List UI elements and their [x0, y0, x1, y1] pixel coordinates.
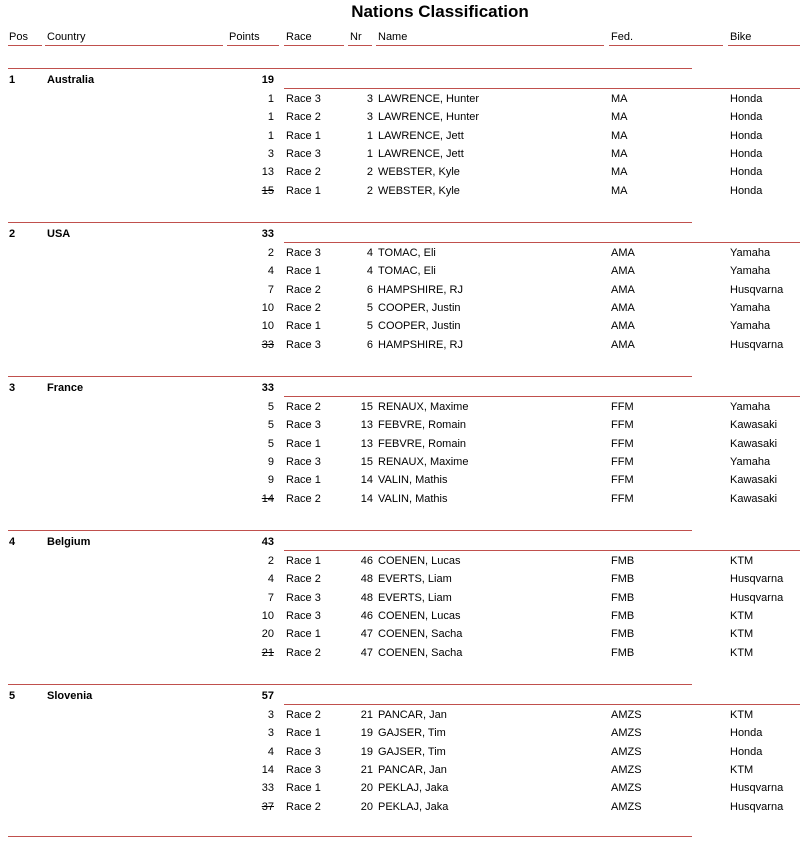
rider-points: 21	[261, 646, 274, 659]
federation: FMB	[611, 609, 635, 622]
race-cell: Race 2	[286, 283, 321, 296]
nation-country: Australia	[47, 74, 95, 86]
rider-points: 4	[267, 573, 274, 586]
rider-number: 13	[360, 437, 373, 450]
nation-points: 57	[261, 690, 274, 702]
header-underline	[8, 45, 42, 46]
race-cell: Race 1	[286, 474, 321, 487]
rider-name: LAWRENCE, Jett	[378, 147, 464, 160]
rider-number: 6	[366, 338, 373, 351]
header-name: Name	[378, 31, 408, 43]
rider-points: 33	[261, 338, 274, 351]
rider-name: PEKLAJ, Jaka	[378, 800, 449, 813]
nation-pos: 1	[9, 74, 16, 86]
rider-name: COENEN, Lucas	[378, 555, 461, 567]
race-cell: Race 2	[286, 573, 321, 586]
rider-points: 13	[261, 166, 274, 179]
federation: FFM	[611, 492, 634, 505]
header-points: Points	[229, 31, 260, 43]
race-cell: Race 1	[286, 265, 321, 278]
rider-number: 13	[360, 419, 373, 432]
rider-points: 3	[267, 147, 274, 160]
federation: AMA	[611, 301, 635, 314]
race-cell: Race 2	[286, 709, 321, 721]
rider-points: 9	[267, 455, 274, 468]
rider-points: 1	[267, 111, 274, 124]
race-cell: Race 2	[286, 401, 321, 413]
federation: AMZS	[611, 745, 642, 758]
rider-number: 47	[360, 646, 373, 659]
bike-brand: Yamaha	[730, 320, 771, 333]
rider-points: 5	[267, 437, 274, 450]
federation: FMB	[611, 573, 635, 586]
federation: AMA	[611, 338, 635, 351]
nation-points: 33	[261, 228, 274, 240]
nation-separator	[8, 684, 692, 685]
federation: FMB	[611, 555, 635, 567]
race-cell: Race 3	[286, 455, 321, 468]
rider-number: 20	[360, 800, 373, 813]
rider-number: 48	[360, 573, 373, 586]
rider-number: 46	[360, 555, 373, 567]
rider-number: 4	[366, 247, 373, 259]
federation: AMA	[611, 320, 635, 333]
rider-name: PANCAR, Jan	[378, 763, 447, 776]
nation-rows-separator	[284, 396, 800, 397]
race-cell: Race 2	[286, 800, 321, 813]
rider-name: VALIN, Mathis	[378, 474, 448, 487]
race-cell: Race 3	[286, 591, 321, 604]
rider-points: 33	[261, 782, 274, 795]
rider-name: LAWRENCE, Hunter	[378, 111, 480, 124]
nation-separator	[8, 530, 692, 531]
rider-name: GAJSER, Tim	[378, 727, 446, 740]
race-cell: Race 2	[286, 111, 321, 124]
federation: AMZS	[611, 800, 642, 813]
rider-name: HAMPSHIRE, RJ	[378, 283, 463, 296]
rider-points: 2	[267, 247, 274, 259]
bike-brand: Honda	[730, 184, 763, 197]
bike-brand: KTM	[730, 628, 754, 641]
header-bike: Bike	[730, 31, 752, 43]
rider-points: 37	[261, 800, 274, 813]
bike-brand: Yamaha	[730, 265, 771, 278]
race-cell: Race 1	[286, 782, 321, 795]
bike-brand: Kawasaki	[730, 437, 778, 450]
rider-name: LAWRENCE, Jett	[378, 129, 464, 142]
bike-brand: Kawasaki	[730, 419, 778, 432]
rider-points: 20	[261, 628, 274, 641]
bike-brand: Yamaha	[730, 301, 771, 314]
federation: AMZS	[611, 727, 642, 740]
rider-name: WEBSTER, Kyle	[378, 166, 460, 179]
federation: MA	[611, 129, 628, 142]
rider-number: 21	[360, 763, 373, 776]
bike-brand: KTM	[730, 763, 754, 776]
federation: AMA	[611, 283, 635, 296]
nation-country: France	[47, 382, 84, 394]
rider-name: COENEN, Sacha	[378, 628, 463, 641]
rider-number: 2	[366, 184, 373, 197]
bike-brand: Husqvarna	[730, 338, 784, 351]
nation-separator	[8, 836, 692, 837]
bike-brand: Yamaha	[730, 401, 771, 413]
rider-points: 1	[267, 93, 274, 105]
header-underline	[609, 45, 723, 46]
rider-name: EVERTS, Liam	[378, 573, 452, 586]
rider-points: 14	[261, 492, 274, 505]
header-underline	[227, 45, 279, 46]
nation-rows-separator	[284, 550, 800, 551]
header-race: Race	[286, 31, 312, 43]
rider-points: 9	[267, 474, 274, 487]
federation: MA	[611, 166, 628, 179]
rider-name: GAJSER, Tim	[378, 745, 446, 758]
header-underline	[728, 45, 800, 46]
rider-name: EVERTS, Liam	[378, 591, 452, 604]
federation: FFM	[611, 437, 634, 450]
race-cell: Race 2	[286, 646, 321, 659]
federation: FMB	[611, 628, 635, 641]
bike-brand: Husqvarna	[730, 782, 784, 795]
bike-brand: Honda	[730, 745, 763, 758]
federation: AMZS	[611, 782, 642, 795]
nation-rows-separator	[284, 242, 800, 243]
rider-number: 48	[360, 591, 373, 604]
race-cell: Race 1	[286, 129, 321, 142]
rider-name: COENEN, Sacha	[378, 646, 463, 659]
rider-number: 15	[360, 455, 373, 468]
rider-points: 1	[267, 129, 274, 142]
rider-name: VALIN, Mathis	[378, 492, 448, 505]
nation-country: Belgium	[47, 536, 91, 548]
rider-number: 47	[360, 628, 373, 641]
nation-separator	[8, 222, 692, 223]
federation: AMZS	[611, 709, 642, 721]
rider-number: 46	[360, 609, 373, 622]
nation-points: 43	[261, 536, 274, 548]
page-title: Nations Classification	[351, 2, 529, 21]
bike-brand: KTM	[730, 646, 754, 659]
rider-name: TOMAC, Eli	[378, 247, 436, 259]
nation-pos: 4	[9, 536, 16, 548]
nation-separator	[8, 376, 692, 377]
bike-brand: KTM	[730, 555, 754, 567]
rider-points: 3	[267, 709, 274, 721]
federation: FFM	[611, 419, 634, 432]
rider-points: 10	[261, 320, 274, 333]
bike-brand: Honda	[730, 111, 763, 124]
bike-brand: Yamaha	[730, 247, 771, 259]
rider-number: 21	[360, 709, 373, 721]
bike-brand: Husqvarna	[730, 591, 784, 604]
federation: AMA	[611, 265, 635, 278]
rider-number: 3	[366, 111, 373, 124]
rider-name: WEBSTER, Kyle	[378, 184, 460, 197]
federation: FFM	[611, 455, 634, 468]
rider-number: 19	[360, 727, 373, 740]
rider-number: 1	[366, 147, 373, 160]
bike-brand: Kawasaki	[730, 474, 778, 487]
rider-points: 5	[267, 401, 274, 413]
race-cell: Race 1	[286, 727, 321, 740]
rider-points: 4	[267, 745, 274, 758]
nation-pos: 2	[9, 228, 16, 240]
bike-brand: Husqvarna	[730, 283, 784, 296]
rider-points: 2	[267, 555, 274, 567]
race-cell: Race 3	[286, 93, 321, 105]
nation-points: 19	[261, 74, 274, 86]
nation-country: Slovenia	[47, 690, 93, 702]
federation: FFM	[611, 474, 634, 487]
bike-brand: Yamaha	[730, 455, 771, 468]
race-cell: Race 3	[286, 247, 321, 259]
bike-brand: Honda	[730, 129, 763, 142]
rider-number: 14	[360, 492, 373, 505]
federation: FMB	[611, 591, 635, 604]
rider-points: 10	[261, 301, 274, 314]
race-cell: Race 1	[286, 320, 321, 333]
header-country: Country	[47, 31, 86, 43]
federation: AMZS	[611, 763, 642, 776]
rider-name: PANCAR, Jan	[378, 709, 447, 721]
race-cell: Race 1	[286, 184, 321, 197]
rider-name: PEKLAJ, Jaka	[378, 782, 449, 795]
bike-brand: Honda	[730, 93, 763, 105]
rider-number: 5	[366, 301, 373, 314]
nation-pos: 3	[9, 382, 16, 394]
bike-brand: KTM	[730, 709, 754, 721]
bike-brand: Honda	[730, 727, 763, 740]
rider-name: COOPER, Justin	[378, 301, 461, 314]
nation-country: USA	[47, 228, 71, 240]
federation: FFM	[611, 401, 634, 413]
rider-points: 10	[261, 609, 274, 622]
race-cell: Race 3	[286, 763, 321, 776]
rider-points: 7	[267, 283, 274, 296]
rider-number: 2	[366, 166, 373, 179]
federation: MA	[611, 184, 628, 197]
nation-pos: 5	[9, 690, 16, 702]
rider-points: 7	[267, 591, 274, 604]
rider-points: 4	[267, 265, 274, 278]
bike-brand: Honda	[730, 147, 763, 160]
race-cell: Race 2	[286, 166, 321, 179]
rider-points: 5	[267, 419, 274, 432]
nation-points: 33	[261, 382, 274, 394]
rider-number: 19	[360, 745, 373, 758]
nation-rows-separator	[284, 704, 800, 705]
rider-name: TOMAC, Eli	[378, 265, 436, 278]
rider-name: COOPER, Justin	[378, 320, 461, 333]
rider-name: RENAUX, Maxime	[378, 401, 469, 413]
nation-separator	[8, 68, 692, 69]
rider-number: 1	[366, 129, 373, 142]
header-underline	[45, 45, 223, 46]
federation: AMA	[611, 247, 635, 259]
rider-name: FEBVRE, Romain	[378, 419, 467, 432]
header-nr: Nr	[350, 31, 362, 43]
header-underline	[376, 45, 604, 46]
race-cell: Race 2	[286, 301, 321, 314]
race-cell: Race 3	[286, 338, 321, 351]
rider-number: 14	[360, 474, 373, 487]
rider-name: FEBVRE, Romain	[378, 437, 467, 450]
bike-brand: Honda	[730, 166, 763, 179]
rider-points: 15	[261, 184, 274, 197]
federation: MA	[611, 147, 628, 160]
race-cell: Race 2	[286, 492, 321, 505]
race-cell: Race 3	[286, 419, 321, 432]
federation: MA	[611, 93, 628, 105]
bike-brand: Husqvarna	[730, 573, 784, 586]
race-cell: Race 1	[286, 628, 321, 641]
bike-brand: Husqvarna	[730, 800, 784, 813]
rider-number: 5	[366, 320, 373, 333]
race-cell: Race 3	[286, 745, 321, 758]
rider-name: LAWRENCE, Hunter	[378, 93, 480, 105]
bike-brand: Kawasaki	[730, 492, 778, 505]
header-underline	[348, 45, 372, 46]
race-cell: Race 1	[286, 555, 321, 567]
nation-rows-separator	[284, 88, 800, 89]
rider-name: COENEN, Lucas	[378, 609, 461, 622]
race-cell: Race 1	[286, 437, 321, 450]
rider-name: RENAUX, Maxime	[378, 455, 469, 468]
header-pos: Pos	[9, 31, 28, 43]
rider-number: 20	[360, 782, 373, 795]
bike-brand: KTM	[730, 609, 754, 622]
rider-points: 14	[261, 763, 274, 776]
race-cell: Race 3	[286, 147, 321, 160]
rider-name: HAMPSHIRE, RJ	[378, 338, 463, 351]
race-cell: Race 3	[286, 609, 321, 622]
rider-number: 3	[366, 93, 373, 105]
rider-number: 4	[366, 265, 373, 278]
rider-number: 15	[360, 401, 373, 413]
rider-points: 3	[267, 727, 274, 740]
header-underline	[284, 45, 344, 46]
rider-number: 6	[366, 283, 373, 296]
federation: MA	[611, 111, 628, 124]
federation: FMB	[611, 646, 635, 659]
header-fed: Fed.	[611, 31, 634, 43]
